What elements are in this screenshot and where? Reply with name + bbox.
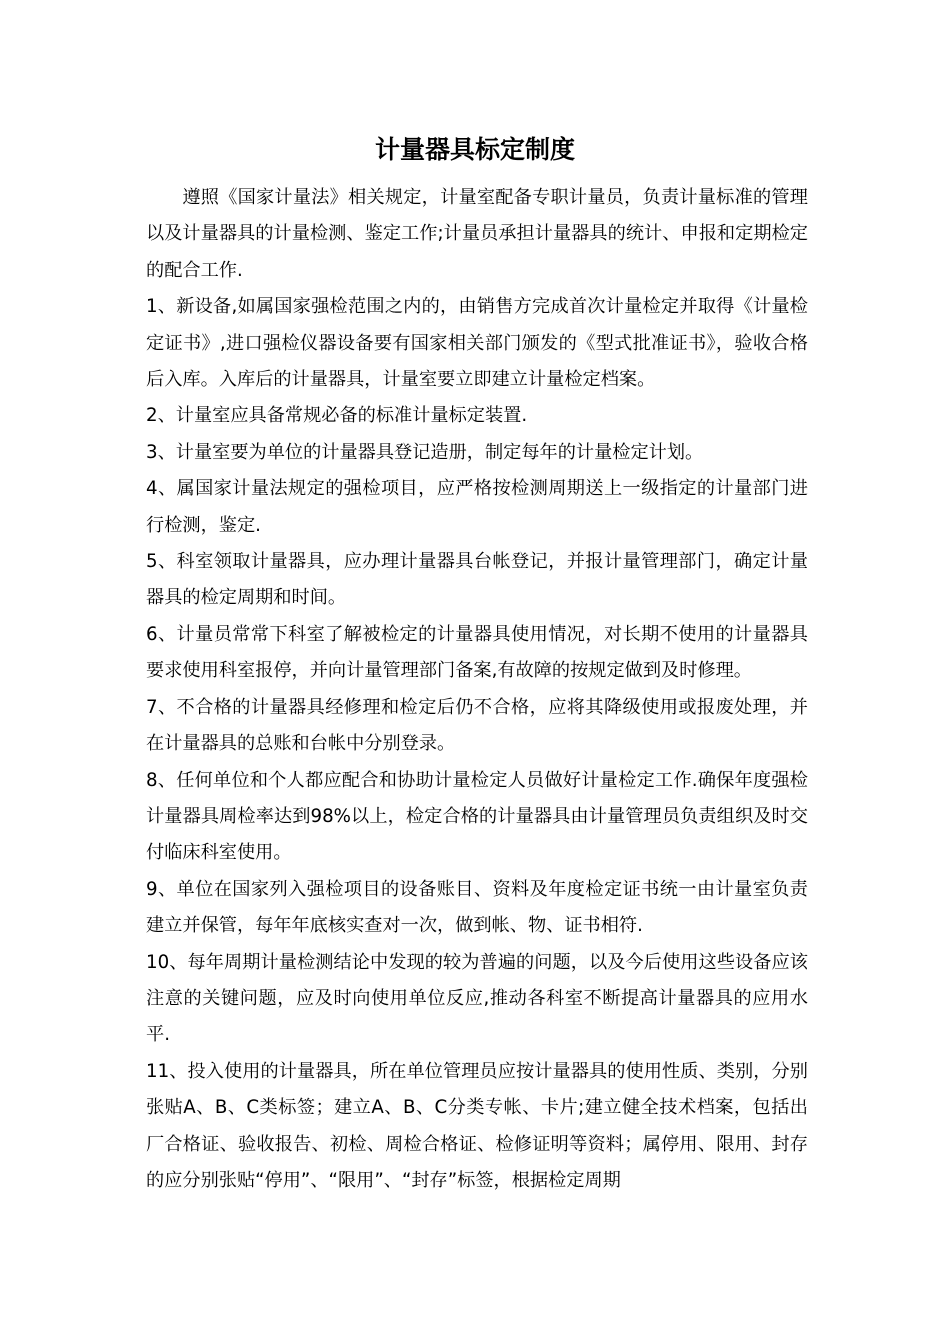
- clause-7: 7、不合格的计量器具经修理和检定后仍不合格，应将其降级使用或报废处理，并在计量器具的总账和台帐中分别登录。: [146, 696, 808, 755]
- intro-paragraph: 遵照《国家计量法》相关规定，计量室配备专职计量员，负责计量标准的管理以及计量器具的计量检测、鉴定工作;计量员承担计量器具的统计、申报和定期检定的配合工作.: [146, 187, 808, 281]
- clause-10: 10、每年周期计量检测结论中发现的较为普遍的问题，以及今后使用这些设备应该注意的关键问题，应及时向使用单位反应,推动各科室不断提高计量器具的应用水平.: [146, 951, 808, 1046]
- clause-5: 5、科室领取计量器具，应办理计量器具台帐登记，并报计量管理部门，确定计量器具的检定周期和时间。: [146, 551, 808, 609]
- clause-1: 1、新设备,如属国家强检范围之内的，由销售方完成首次计量检定并取得《计量检定证书》,进口强检仪器设备要有国家相关部门颁发的《型式批准证书》，验收合格后入库。入库后的计量器具，计量室要立即建立计量检定档案。: [146, 296, 808, 391]
- clause-8: 8、任何单位和个人都应配合和协助计量检定人员做好计量检定工作.确保年度强检计量器具周检率达到98%以上，检定合格的计量器具由计量管理员负责组织及时交付临床科室使用。: [146, 769, 808, 864]
- clause-11: 11、投入使用的计量器具，所在单位管理员应按计量器具的使用性质、类别，分别张贴A、B、C类标签；建立A、B、C分类专帐、卡片;建立健全技术档案，包括出厂合格证、验收报告、初检、周检合格证、检修证明等资料；属停用、限用、封存的应分别张贴“停用”、“限用”、“封存”标签，根据检定周期: [146, 1060, 808, 1191]
- document-body: [146, 180, 808, 1199]
- clause-9: 9、单位在国家列入强检项目的设备账目、资料及年度检定证书统一由计量室负责建立并保管，每年年底核实查对一次，做到帐、物、证书相符.: [146, 878, 808, 937]
- clause-2: 2、计量室应具备常规必备的标准计量标定装置.: [146, 405, 528, 427]
- clause-3: 3、计量室要为单位的计量器具登记造册，制定每年的计量检定计划。: [146, 441, 704, 463]
- clause-6: 6、计量员常常下科室了解被检定的计量器具使用情况，对长期不使用的计量器具要求使用科室报停，并向计量管理部门备案,有故障的按规定做到及时修理。: [146, 623, 808, 682]
- clause-4: 4、属国家计量法规定的强检项目，应严格按检测周期送上一级指定的计量部门进行检测，鉴定.: [146, 478, 808, 536]
- document-title: 计量器具标定制度: [374, 135, 575, 164]
